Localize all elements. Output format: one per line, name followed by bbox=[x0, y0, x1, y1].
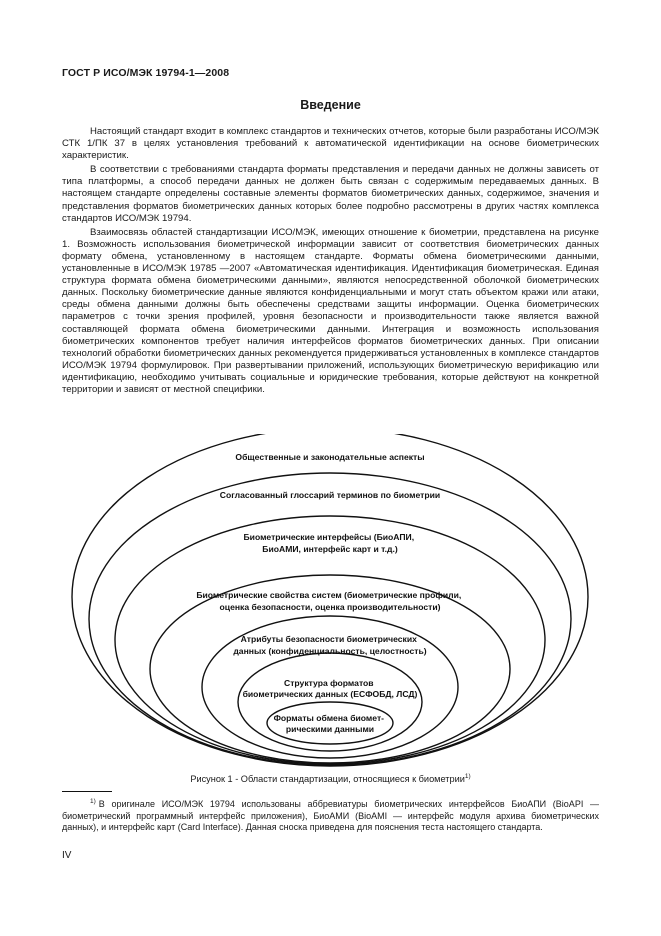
footnote-separator bbox=[62, 791, 112, 792]
figure-caption-footnote-mark: 1) bbox=[464, 773, 471, 780]
level-4-label: Биометрические свойства систем (биометрические профили, оценка безопасности, оценка производительности) bbox=[196, 590, 462, 612]
footnote-text: В оригинале ИСО/МЭК 19794 использованы аббревиатуры биометрических интерфейсов БиоАПИ (BioAPI — биометрический программный интерфейс приложения), БиоАМИ (BioAMI — интерфейс модуля архива биометрических данных), и интерфейс карт (Card Interface). Данная сноска приведена для пояснения теста настоящего стандарта. bbox=[62, 799, 599, 832]
level-7-label: Форматы обмена биомет- рическими данными bbox=[273, 713, 385, 734]
ellipse-diagram bbox=[62, 434, 599, 774]
level-2-label: Согласованный глоссарий терминов по биометрии bbox=[219, 490, 441, 500]
paragraph-2: В соответствии с требованиями стандарта форматы представления и передачи данных не должны зависеть от типа платформы, а способ передачи данных не должен быть связан с содержимым передаваемых данных. В настоящем стандарте определены составные элементы форматов биометрических данных, содержимое, значения и представления форматов биометрических данных которых более подробно рассмотрены в других частях комплекса стандартов ИСО/МЭК 19794. bbox=[62, 164, 599, 224]
standard-code-header: ГОСТ Р ИСО/МЭК 19794-1—2008 bbox=[62, 67, 230, 79]
paragraph-1: Настоящий стандарт входит в комплекс стандартов и технических отчетов, которые были разработаны ИСО/МЭК СТК 1/ПК 37 в целях установления требований к автоматической идентификации на основе биометрических характеристик. bbox=[62, 126, 599, 162]
paragraph-3: Взаимосвязь областей стандартизации ИСО/МЭК, имеющих отношение к биометрии, представлена на рисунке 1. Возможность использования биометрической информации зависит от соответствия биометрических данных формату обмена, установленному в настоящем стандарте. Форматы обмена биометрическими данными, установленные в ИСО/МЭК 19785 —2007 «Автоматическая идентификация. Идентификация биометрическая. Единая структура формата обмена биометрическими данными», являются непосредственной оболочкой биометрических данных. Поскольку биометрические данные являются конфиденциальными и могут стать объектом кражи или атаки, среды обмена данными должны быть обеспечены средствами защиты информации. Оценка биометрических параметров с точки зрения профилей, уровня безопасности и производительности также является важной составляющей формата обмена биометрическими данными. Интеграция и возможность использования биометрических компонентов требует наличия интерфейсов форматов биометрических данных. При описании технологий обработки биометрических данных рекомендуется придерживаться установленных в комплексе стандартов ИСО/МЭК 19794 формулировок. При развертывании приложений, использующих биометрическую верификацию или идентификацию, необходимо учитывать социальные и юридические требования, которые действуют на конкретной территории и зависят от местной специфики. bbox=[62, 226, 599, 395]
section-title: Введение bbox=[300, 98, 361, 112]
level-5-label: Атрибуты безопасности биометрических данных (конфиденциальность, целостность) bbox=[233, 634, 427, 656]
footnote bbox=[62, 796, 599, 834]
figure-caption-text: Рисунок 1 - Области стандартизации, относящиеся к биометрии bbox=[190, 774, 465, 785]
ellipse-level-7 bbox=[267, 702, 393, 744]
introduction-body bbox=[62, 126, 599, 398]
figure-caption bbox=[0, 773, 661, 784]
level-3-label: Биометрические интерфейсы (БиоАПИ, БиоАМИ, интерфейс карт и т.д.) bbox=[243, 532, 415, 554]
page-number: IV bbox=[62, 850, 72, 861]
level-1-label: Общественные и законодательные аспекты bbox=[235, 452, 425, 462]
level-6-label: Структура форматов биометрических данных (ЕСФОБД, ЛСД) bbox=[242, 678, 418, 699]
figure-nested-ellipses bbox=[62, 434, 599, 774]
footnote-mark: 1) bbox=[90, 798, 96, 805]
